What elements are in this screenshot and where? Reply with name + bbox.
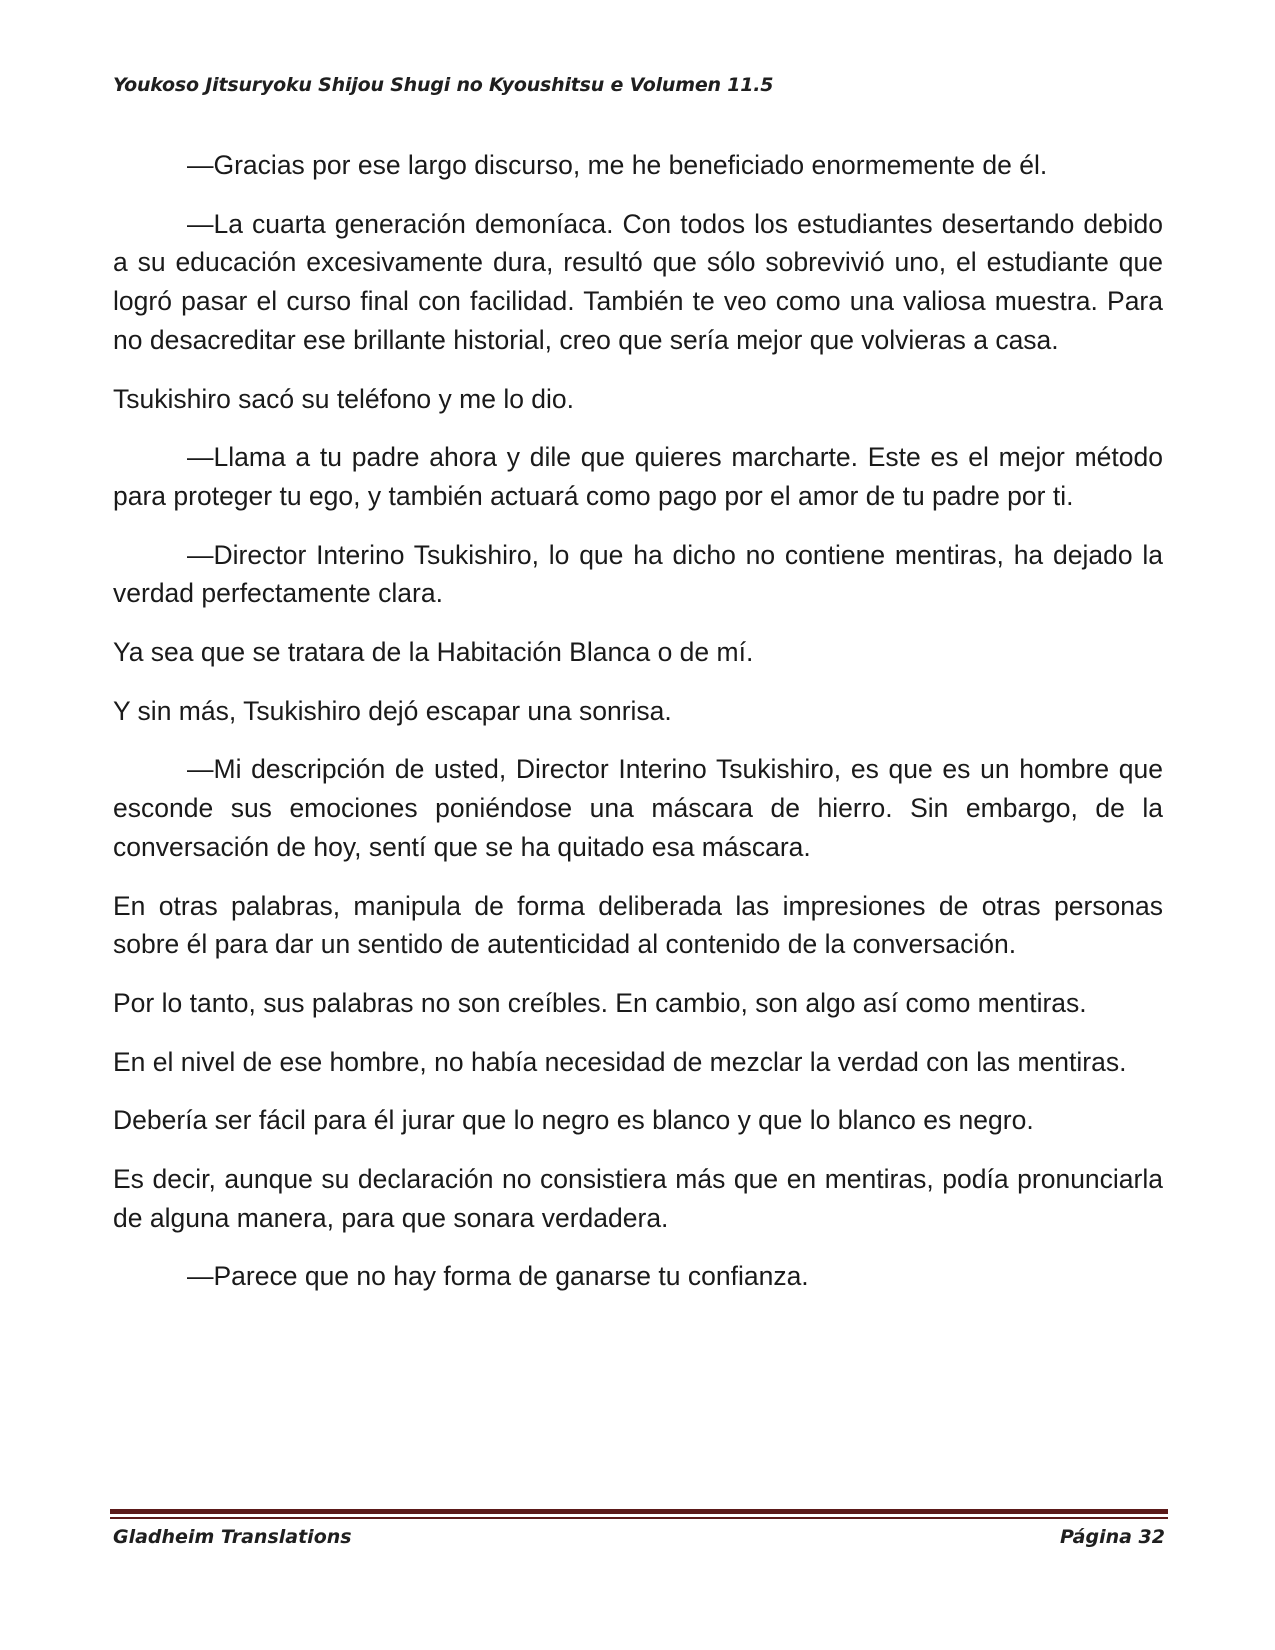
footer-page-number: Página 32 xyxy=(1059,1526,1165,1548)
paragraph-11: En el nivel de ese hombre, no había necesidad de mezclar la verdad con las mentiras. xyxy=(113,1046,1127,1077)
paragraph-7: Y sin más, Tsukishiro dejó escapar una sonrisa. xyxy=(113,695,672,726)
footer-rule-thick xyxy=(110,1509,1168,1514)
paragraph-14: —Parece que no hay forma de ganarse tu confianza. xyxy=(187,1261,809,1292)
paragraph-1: —Gracias por ese largo discurso, me he beneficiado enormemente de él. xyxy=(187,150,1048,180)
paragraph-9: En otras palabras, manipula de forma deliberada las impresiones de otras personas sobre él para dar un sentido de autenticidad al contenido de la conversación. xyxy=(113,890,1163,960)
footer-translator-credit: Gladheim Translations xyxy=(113,1526,352,1548)
paragraph-13: Es decir, aunque su declaración no consistiera más que en mentiras, podía pronunciarla de alguna manera, para que sonara verdadera. xyxy=(113,1164,1163,1233)
paragraph-12: Debería ser fácil para él jurar que lo negro es blanco y que lo blanco es negro. xyxy=(113,1105,1034,1136)
paragraph-3: Tsukishiro sacó su teléfono y me lo dio. xyxy=(113,383,575,414)
paragraph-10: Por lo tanto, sus palabras no son creíbles. En cambio, son algo así como mentiras. xyxy=(113,987,1087,1018)
footer-rule-thin xyxy=(110,1517,1168,1519)
paragraph-2: —La cuarta generación demoníaca. Con todos los estudiantes desertando debido a su educación excesivamente dura, resultó que sólo sobrevivió uno, el estudiante que logró pasar el curso final con facilidad. También te veo como una valiosa muestra. Para no desacreditar ese brillante historial, creo que sería mejor que volvieras a casa. xyxy=(113,208,1163,355)
paragraph-5: —Director Interino Tsukishiro, lo que ha dicho no contiene mentiras, ha dejado la verdad perfectamente clara. xyxy=(113,539,1163,609)
paragraph-8: —Mi descripción de usted, Director Interino Tsukishiro, es que es un hombre que esconde sus emociones poniéndose una máscara de hierro. Sin embargo, de la conversación de hoy, sentí que se ha quitado esa máscara. xyxy=(113,754,1163,862)
page-header-title: Youkoso Jitsuryoku Shijou Shugi no Kyoushitsu e Volumen 11.5 xyxy=(113,74,774,96)
body-text xyxy=(113,146,1163,1316)
paragraph-6: Ya sea que se tratara de la Habitación Blanca o de mí. xyxy=(113,637,754,668)
paragraph-4: —Llama a tu padre ahora y dile que quieres marcharte. Este es el mejor método para proteger tu ego, y también actuará como pago por el amor de tu padre por ti. xyxy=(113,442,1163,511)
